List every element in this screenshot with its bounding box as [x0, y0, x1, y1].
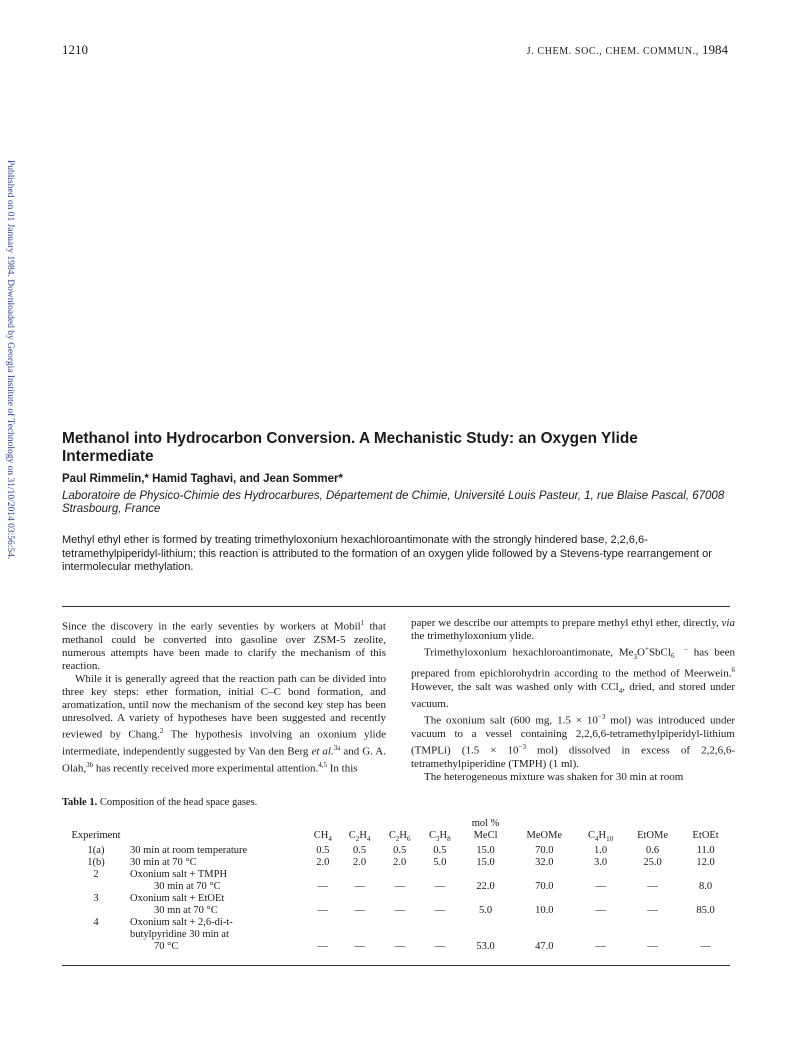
- value-cell: —: [434, 941, 446, 953]
- value-cell: 5.0: [433, 857, 447, 869]
- value-cell: [306, 917, 340, 929]
- experiment-cell: [62, 881, 130, 893]
- header-cell: [130, 830, 306, 845]
- experiment-cell: 2: [93, 869, 99, 881]
- text-run: that methanol could be converted into gasoline over ZSM-5 zeolite, numerous attempts have been made to clarify the mechanism of this reaction.: [62, 620, 386, 672]
- value-cell: [306, 869, 340, 881]
- table-caption-text: Composition of the head space gases.: [97, 797, 258, 808]
- text-run: mol) dissolved in excess of 2,2,6,6-tetramethylpiperidine (TMPH) (1 ml).: [411, 744, 735, 770]
- column-header: EtOMe: [637, 830, 668, 841]
- value-cell: [420, 917, 460, 929]
- condition-cell: 30 min at room temperature: [130, 845, 248, 857]
- paragraph: [62, 673, 386, 776]
- composition-table: [62, 818, 730, 953]
- body-column-right: [411, 617, 735, 784]
- value-cell: [577, 917, 624, 929]
- value-cell: [420, 869, 460, 881]
- header-cell: [62, 818, 130, 830]
- value-cell: —: [394, 941, 405, 953]
- reference-marker: 6: [731, 666, 735, 675]
- value-cell: 3.0: [594, 857, 608, 869]
- body-column-left: [62, 617, 386, 776]
- value-cell: —: [394, 881, 405, 893]
- download-notice-text: Published on 01 January 1984. Downloaded by Georgia Institute of Technology on 31/10/2014 03:56:54.: [5, 160, 15, 560]
- value-cell: 0.5: [316, 845, 330, 857]
- journal-name: J. CHEM. SOC., CHEM. COMMUN.,: [526, 46, 699, 57]
- charge-script: [671, 647, 688, 659]
- column-header: $CH_4$: [313, 830, 332, 844]
- table-caption: [62, 797, 257, 808]
- value-cell: [380, 869, 420, 881]
- text-run: O: [637, 646, 645, 659]
- reference-marker: 1: [360, 619, 365, 627]
- value-cell: [681, 869, 730, 881]
- value-cell: 70.0: [535, 845, 554, 857]
- value-cell: [460, 929, 511, 941]
- value-cell: 0.5: [433, 845, 447, 857]
- condition-cell: Oxonium salt + 2,6-di-t-: [130, 917, 233, 929]
- header-cell: [511, 818, 577, 830]
- value-cell: [511, 893, 577, 905]
- experiment-cell: 3: [93, 893, 99, 905]
- value-cell: [380, 917, 420, 929]
- article-title: Methanol into Hydrocarbon Conversion. A Mechanistic Study: an Oxygen Ylide Intermediate: [62, 430, 638, 465]
- text-run: While it is generally agreed that the reaction path can be divided into three key steps: ether formation, initial C–C bond formation, and aromatization, until now the mechanism of the second key step has been unresolved. A variety of hypotheses have been suggested and recently reviewed by Chang.: [62, 673, 386, 742]
- value-cell: 1.0: [594, 845, 608, 857]
- text-run: However, the salt was washed only with CCl: [411, 680, 619, 693]
- text-run: has recently received more experimental attention.: [93, 762, 319, 775]
- value-cell: 32.0: [535, 857, 554, 869]
- value-cell: [460, 893, 511, 905]
- header-cell: [577, 818, 624, 830]
- condition-cell: 30 min at 70 °C: [154, 881, 221, 893]
- header-cell: [380, 818, 420, 830]
- unit-label: mol %: [471, 818, 500, 829]
- condition-cell: butylpyridine 30 min at: [130, 929, 229, 941]
- value-cell: —: [700, 941, 711, 953]
- text-run: Since the discovery in the early seventies by workers at Mobil: [62, 620, 361, 633]
- header-cell: [420, 818, 460, 830]
- experiment-cell: [62, 941, 130, 953]
- text-run: paper we describe our attempts to prepare methyl ethyl ether, directly,: [411, 617, 722, 629]
- value-cell: —: [595, 905, 606, 917]
- article-abstract: Methyl ethyl ether is formed by treating trimethyloxonium hexachloroantimonate with the strongly hindered base, 2,2,6,6-tetramethylpiperidyl-lithium; this reaction is attributed to the formation of an oxygen ylide followed by a Stevens-type rearrangement or intermolecular methylation.: [62, 534, 712, 573]
- value-cell: —: [354, 941, 365, 953]
- header-cell: [681, 818, 730, 830]
- table-row: [62, 905, 730, 917]
- value-cell: —: [394, 905, 405, 917]
- experiment-cell: 1(b): [87, 857, 105, 869]
- value-cell: —: [354, 881, 365, 893]
- value-cell: 10.0: [535, 905, 554, 917]
- table-header-row: [62, 830, 730, 845]
- value-cell: 8.0: [699, 881, 713, 893]
- experiment-cell: 4: [93, 917, 99, 929]
- value-cell: [306, 893, 340, 905]
- condition-cell: Oxonium salt + EtOEt: [130, 893, 225, 905]
- text-run: SbCl: [648, 646, 671, 659]
- text-run: has been prepared from epichlorohydrin according to the method of Meerwein.: [411, 646, 735, 680]
- condition-cell: Oxonium salt + TMPH: [130, 869, 228, 881]
- superscript: −3: [518, 743, 526, 752]
- header-cell: [130, 818, 306, 830]
- journal-header: [527, 42, 728, 58]
- value-cell: 70.0: [535, 881, 554, 893]
- superscript: −3: [597, 713, 606, 722]
- table-row: [62, 893, 730, 905]
- column-header: $C_2H_6$: [388, 830, 411, 844]
- value-cell: [340, 929, 380, 941]
- data-table: [62, 818, 730, 953]
- value-cell: [460, 869, 511, 881]
- value-cell: 5.0: [478, 905, 493, 917]
- paragraph: [62, 617, 386, 673]
- column-header: Experiment: [71, 830, 121, 841]
- superscript: −: [683, 646, 688, 655]
- column-header: MeCl: [473, 830, 498, 841]
- value-cell: 2.0: [316, 857, 330, 869]
- value-cell: [577, 869, 624, 881]
- table-bottom-rule: [62, 965, 730, 966]
- value-cell: —: [434, 905, 446, 917]
- table-row: [62, 941, 730, 953]
- header-cell: [340, 818, 380, 830]
- subscript: 6: [670, 652, 675, 661]
- section-divider: [62, 606, 730, 607]
- value-cell: [511, 917, 577, 929]
- header-cell: [624, 818, 681, 830]
- condition-cell: 70 °C: [154, 941, 179, 953]
- header-cell: [306, 818, 340, 830]
- value-cell: —: [595, 881, 606, 893]
- value-cell: [681, 929, 730, 941]
- text-run: The oxonium salt (600 mg, 1.5 × 10: [424, 714, 598, 727]
- value-cell: —: [354, 905, 365, 917]
- table-row: [62, 929, 730, 941]
- text-run: Trimethyloxonium hexachloroantimonate, Me: [424, 646, 634, 659]
- experiment-cell: [62, 929, 130, 941]
- value-cell: —: [317, 905, 329, 917]
- value-cell: 15.0: [476, 857, 495, 869]
- reference-marker: 2: [159, 727, 164, 736]
- value-cell: 53.0: [476, 941, 495, 953]
- text-run: The hypothesis involving an oxonium ylide intermediate, independently suggested by Van den Berg: [62, 729, 386, 758]
- value-cell: 0.6: [645, 845, 660, 857]
- text-run: mol) was introduced under vacuum to a vessel containing 2,2,6,6-tetramethylpiperidyl-lithium (TMPLi) (1.5 × 10: [411, 714, 736, 757]
- column-header: $C_4H_{10}$: [588, 830, 614, 844]
- value-cell: [340, 893, 380, 905]
- text-run: , dried, and stored under vacuum.: [411, 680, 735, 711]
- reference-marker: 3b: [86, 760, 94, 769]
- journal-year: 1984: [702, 42, 728, 57]
- value-cell: 11.0: [696, 845, 715, 857]
- experiment-cell: [62, 905, 130, 917]
- value-cell: [420, 929, 460, 941]
- table-label: Table 1.: [62, 797, 98, 808]
- article-affiliation: Laboratoire de Physico-Chimie des Hydrocarbures, Département de Chimie, Université Louis Pasteur, 1, rue Blaise Pascal, 67008 Strasbourg, France: [62, 490, 725, 515]
- table-row: [62, 845, 730, 857]
- table-row: [62, 869, 730, 881]
- value-cell: 15.0: [476, 845, 495, 857]
- value-cell: [340, 869, 380, 881]
- reference-marker: 3a: [333, 744, 341, 753]
- text-run: In this: [326, 762, 358, 775]
- value-cell: [681, 893, 730, 905]
- value-cell: [624, 929, 681, 941]
- value-cell: [460, 917, 511, 929]
- download-notice: [1, 160, 15, 630]
- value-cell: 2.0: [393, 857, 407, 869]
- value-cell: [624, 917, 681, 929]
- value-cell: [420, 893, 460, 905]
- table-row: [62, 857, 730, 869]
- text-run: the trimethyloxonium ylide.: [411, 630, 535, 643]
- paragraph: [411, 617, 735, 643]
- table-row: [62, 917, 730, 929]
- value-cell: [511, 869, 577, 881]
- text-run: and G. A. Olah,: [62, 745, 386, 775]
- value-cell: —: [434, 881, 446, 893]
- italic-text: et al.: [311, 745, 334, 758]
- value-cell: 0.5: [393, 845, 407, 857]
- value-cell: [511, 929, 577, 941]
- value-cell: [380, 893, 420, 905]
- value-cell: 25.0: [643, 857, 662, 869]
- value-cell: —: [317, 941, 329, 953]
- superscript: +: [644, 645, 649, 654]
- condition-cell: 30 mn at 70 °C: [154, 905, 218, 917]
- value-cell: 0.5: [353, 845, 367, 857]
- value-cell: [340, 917, 380, 929]
- column-header: $C_3H_8$: [428, 830, 451, 844]
- paragraph: The heterogeneous mixture was shaken for 30 min at room: [424, 770, 684, 783]
- value-cell: [380, 929, 420, 941]
- value-cell: —: [647, 905, 658, 917]
- value-cell: 47.0: [535, 941, 554, 953]
- table-row: [62, 881, 730, 893]
- column-header: EtOEt: [692, 830, 719, 841]
- value-cell: —: [317, 881, 329, 893]
- paragraph: [411, 711, 735, 771]
- value-cell: [577, 929, 624, 941]
- value-cell: [306, 929, 340, 941]
- value-cell: —: [647, 881, 658, 893]
- value-cell: [681, 917, 730, 929]
- page-number: 1210: [62, 42, 88, 57]
- value-cell: [577, 893, 624, 905]
- reference-marker: 4,5: [318, 760, 327, 769]
- condition-cell: 30 min at 70 °C: [130, 857, 197, 869]
- value-cell: [624, 869, 681, 881]
- column-header: MeOMe: [526, 830, 563, 841]
- experiment-cell: 1(a): [87, 845, 105, 857]
- value-cell: 12.0: [696, 857, 715, 869]
- article-authors: Paul Rimmelin,* Hamid Taghavi, and Jean Sommer*: [62, 473, 343, 485]
- value-cell: —: [595, 941, 606, 953]
- value-cell: 22.0: [476, 881, 495, 893]
- column-header: $C_2H_4$: [348, 830, 371, 844]
- italic-text: via: [721, 617, 735, 629]
- table-header-row: [62, 818, 730, 830]
- value-cell: [624, 893, 681, 905]
- value-cell: 85.0: [696, 905, 715, 917]
- subscript: 3: [633, 653, 638, 662]
- paragraph: [411, 643, 735, 711]
- value-cell: —: [647, 941, 658, 953]
- subscript: 4: [618, 687, 623, 696]
- value-cell: 2.0: [353, 857, 367, 869]
